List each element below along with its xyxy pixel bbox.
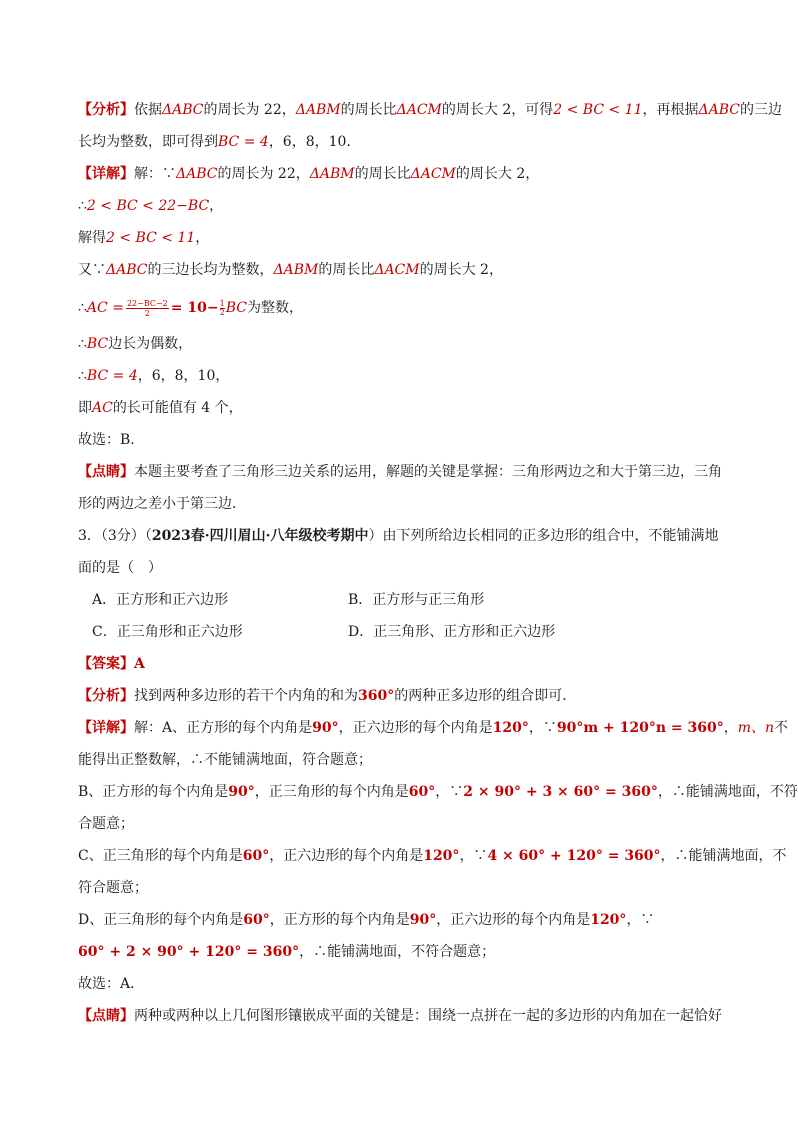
option-b: B．正方形与正三角形 [348, 592, 485, 608]
q2-step-5: ∴BC边长为偶数， [78, 336, 193, 352]
q2-step-1: ∴2 < BC < 22−BC， [78, 198, 224, 214]
option-a: A．正方形和正六边形 [92, 592, 229, 608]
q3-answer: 【答案】A [78, 656, 145, 672]
option-c: C．正三角形和正六边形 [92, 624, 243, 640]
q2-comment-line-1: 【点睛】本题主要考查了三角形三边关系的运用，解题的关键是掌握：三角形两边之和大于第三边，三角 [78, 464, 722, 480]
answer-tag: 【答案】 [78, 656, 134, 672]
q3-choose: 故选：A． [78, 976, 145, 992]
q2-comment-line-2: 形的两边之差小于第三边． [78, 496, 246, 512]
q2-step-2: 解得2 < BC < 11， [78, 230, 210, 246]
q3-detail-d-line-1: D、正三角形的每个内角是60°，正方形的每个内角是90°，正六边形的每个内角是120°，∵ [78, 912, 655, 928]
half-fraction: $\frac{1}{2}$ [219, 298, 225, 317]
q2-analysis-line-1: 【分析】依据ΔABC的周长为 22，ΔABM的周长比ΔACM的周长大 2，可得2 < BC < 11，再根据ΔABC的三边 [78, 102, 782, 118]
detail-tag: 【详解】 [78, 166, 134, 182]
q3-detail-b-line-1: B、正方形的每个内角是90°，正三角形的每个内角是60°，∵2 × 90° + 3 × 60° = 360°，∴能铺满地面，不符 [78, 784, 798, 800]
q3-detail-c-line-1: C、正三角形的每个内角是60°，正六边形的每个内角是120°，∵4 × 60° + 120° = 360°，∴能铺满地面，不 [78, 848, 787, 864]
q3-comment: 【点睛】两种或两种以上几何图形镶嵌成平面的关键是：围绕一点拼在一起的多边形的内角加在一起恰好 [78, 1008, 722, 1024]
q2-detail-line-1: 【详解】解：∵ΔABC的周长为 22，ΔABM的周长比ΔACM的周长大 2， [78, 166, 540, 182]
comment-tag: 【点睛】 [78, 464, 134, 480]
analysis-tag: 【分析】 [78, 102, 134, 118]
q3-analysis: 【分析】找到两种多边形的若干个内角的和为360°的两种正多边形的组合即可． [78, 688, 577, 704]
q3-stem-line-2: 面的是（ ） [78, 560, 162, 576]
q3-detail-d-line-2: 60° + 2 × 90° + 120° = 360°，∴能铺满地面，不符合题意； [78, 944, 496, 960]
q3-detail-c-line-2: 符合题意； [78, 880, 148, 896]
q3-detail-a-line-1: 【详解】解：A、正方形的每个内角是90°，正六边形的每个内角是120°，∵90°m + 120°n = 360°，m、n不 [78, 720, 789, 736]
option-d: D．正三角形、正方形和正六边形 [348, 624, 556, 640]
q2-choose: 故选：B． [78, 432, 145, 448]
q2-step-4: ∴AC = $\frac{22-BC-2}{2}$ = 10− $\frac{1}{2}$ BC为整数， [78, 298, 303, 318]
q3-stem-line-1: 3．（3分）（2023春·四川眉山·八年级校考期中）由下列所给边长相同的正多边形的组合中，不能铺满地 [78, 528, 719, 544]
q3-detail-b-line-2: 合题意； [78, 816, 134, 832]
q2-step-7: 即AC的长可能值有 4 个， [78, 400, 243, 416]
fraction: $\frac{22-BC-2}{2}$ [126, 298, 168, 318]
q2-step-6: ∴BC = 4，6，8，10， [78, 368, 230, 384]
q2-step-3: 又∵ΔABC的三边长均为整数，ΔABM的周长比ΔACM的周长大 2， [78, 262, 503, 278]
q2-analysis-line-2: 长均为整数，即可得到BC = 4，6，8，10． [78, 134, 361, 150]
q3-detail-a-line-2: 能得出正整数解，∴不能铺满地面，符合题意； [78, 752, 372, 768]
